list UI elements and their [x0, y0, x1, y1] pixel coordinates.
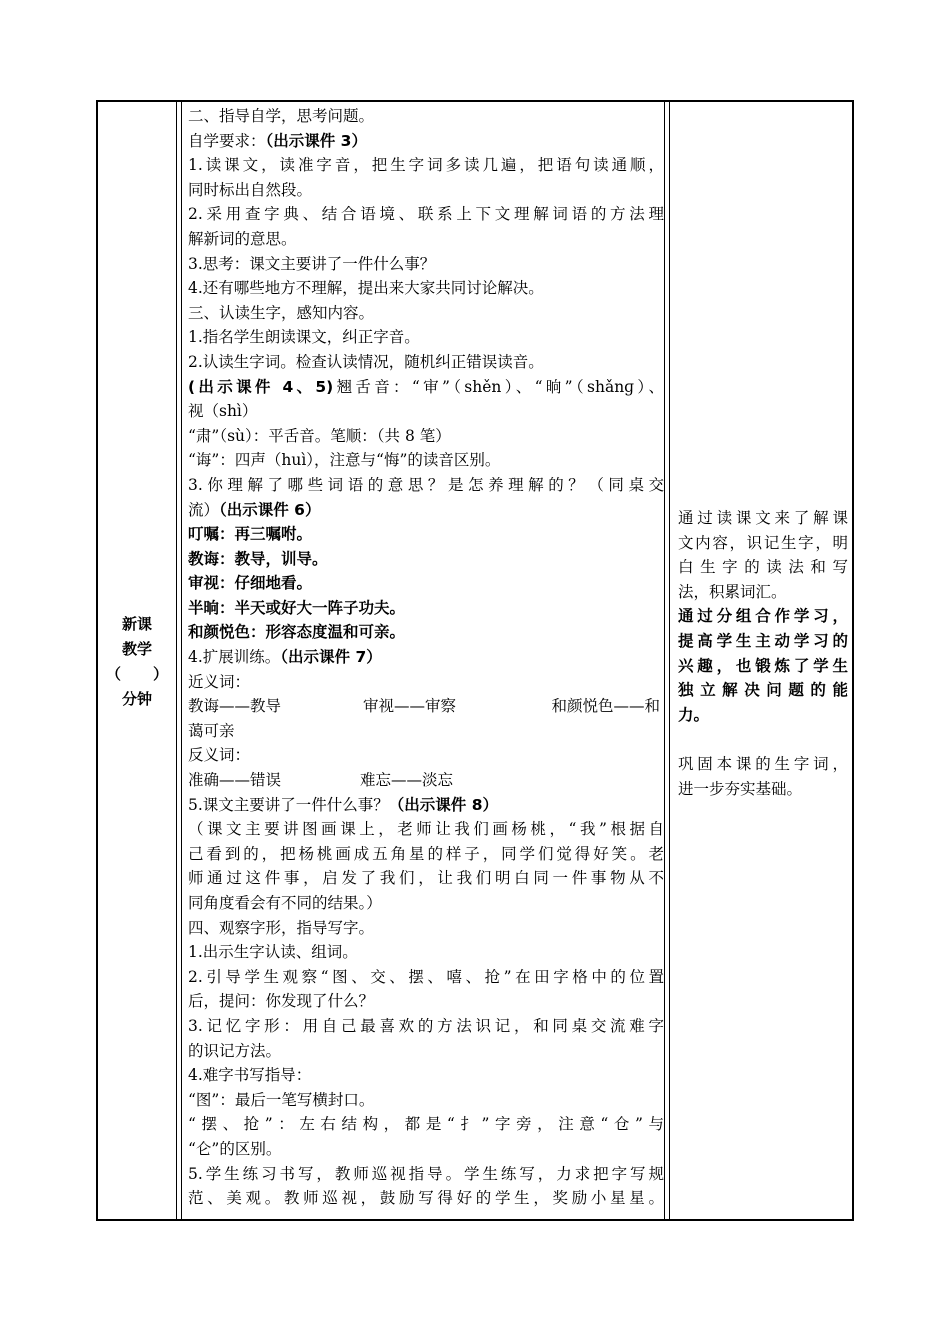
courseware-ref: （出示课件 6）	[219, 500, 321, 519]
note-line: 白生字的读法和写	[678, 558, 848, 577]
vocab-definition: 教诲：教导，训导。	[188, 549, 328, 568]
content-line: 近义词：	[188, 672, 251, 691]
content-line: “图”：最后一笔写横封口。	[188, 1090, 375, 1109]
section-label-line: 分钟	[121, 690, 152, 708]
content-line: 2.认读生字词。检查认读情况，随机纠正错误读音。	[188, 352, 544, 371]
content-line: 范、美观。教师巡视，鼓励写得好的学生，奖励小星星。	[188, 1189, 664, 1208]
design-note	[678, 506, 848, 801]
synonym-pair: 审视——审察	[363, 697, 457, 716]
note-line: 巩固本课的生字词，	[678, 754, 848, 773]
content-line	[188, 129, 664, 154]
text: 流）	[188, 500, 220, 519]
text: 5.课文主要讲了一件什么事？	[188, 795, 389, 814]
note-line: 独立解决问题的能	[678, 681, 848, 700]
content-line: 三、认读生字，感知内容。	[188, 303, 375, 322]
content-line: 蔼可亲	[188, 721, 235, 740]
note-line: 力。	[678, 705, 710, 724]
content-line: 2.采用查字典、结合语境、联系上下文理解词语的方法理	[188, 205, 664, 224]
content-line: 同角度看会有不同的结果。）	[188, 894, 382, 912]
synonym-row	[188, 694, 664, 719]
teaching-content-cell	[181, 102, 665, 1219]
lesson-plan-table	[96, 100, 854, 1221]
content-line: 1.读课文，读准字音，把生字词多读几遍，把语句读通顺，	[188, 156, 664, 175]
vocab-definition: 半晌：半天或好大一阵子功夫。	[188, 598, 406, 617]
content-line: 1.出示生字认读、组词。	[188, 943, 358, 962]
content-line: 2.引导学生观察“图、交、摆、嘻、抢”在田字格中的位置	[188, 967, 664, 986]
courseware-ref: (出示课件 4、5)	[188, 377, 334, 396]
synonym-pair: 教诲——教导	[188, 697, 282, 716]
content-line: 4.难字书写指导：	[188, 1066, 312, 1085]
vocab-definition: 审视：仔细地看。	[188, 574, 313, 593]
content-line: 四、观察字形，指导写字。	[188, 918, 375, 937]
content-line: 反义词：	[188, 746, 251, 765]
antonym-row	[188, 768, 664, 793]
courseware-ref: （出示课件 7）	[280, 648, 382, 667]
note-line: 通过分组合作学习，	[678, 607, 848, 626]
content-line	[188, 793, 664, 818]
design-intent-cell	[669, 102, 852, 1219]
content-line: “摆、抢”：左右结构，都是“扌”字旁，注意“仓”与	[188, 1115, 664, 1134]
note-line: 法，积累词汇。	[678, 582, 787, 601]
vocab-definition: 叮嘱：再三嘱咐。	[188, 525, 313, 544]
text: 翘舌音：“审”（shěn）、“晌”（shǎnɡ）、	[333, 377, 664, 396]
content-line: 4.还有哪些地方不理解，提出来大家共同讨论解决。	[188, 279, 544, 298]
content-line: 3.思考：课文主要讲了一件什么事？	[188, 254, 436, 273]
text: 4.扩展训练。	[188, 648, 281, 667]
vocab-definition: 和颜悦色：形容态度温和可亲。	[188, 623, 406, 642]
text: 自学要求：	[188, 131, 266, 150]
duration-parens	[98, 662, 176, 687]
section-label	[98, 612, 176, 712]
content-line: 视（shì）	[188, 402, 258, 421]
antonym-pair: 难忘——淡忘	[360, 771, 454, 790]
section-label-cell	[98, 102, 177, 1219]
content-line: 3.你理解了哪些词语的意思？是怎养理解的？（同桌交	[188, 475, 664, 494]
paren-close: ）	[152, 665, 168, 683]
note-line: 兴趣，也锻炼了学生	[678, 656, 848, 675]
section-label-line: 新课	[121, 615, 152, 633]
courseware-ref: （出示课件 8）	[388, 795, 498, 814]
note-spacer	[678, 727, 848, 752]
content-line: 己看到的，把杨桃画成五角星的样子，同学们觉得好笑。老	[188, 844, 664, 863]
content-line: 师通过这件事，启发了我们，让我们明白同一件事物从不	[188, 869, 664, 888]
note-line: 通过读课文来了解课	[678, 509, 848, 527]
content-line: 5.学生练习书写，教师巡视指导。学生练写，力求把字写规	[188, 1164, 664, 1183]
note-line: 提高学生主动学习的	[678, 631, 848, 650]
content-line: 1.指名学生朗读课文，纠正字音。	[188, 328, 420, 347]
content-line: 同时标出自然段。	[188, 180, 313, 199]
section-label-line: 教学	[121, 640, 152, 658]
content-line	[188, 498, 664, 523]
note-line: 进一步夯实基础。	[678, 779, 803, 798]
antonym-pair: 准确——错误	[188, 771, 282, 790]
content-line: 二、指导自学，思考问题。	[188, 107, 375, 125]
content-line: 解新词的意思。	[188, 229, 297, 248]
content-line: “肃”（sù）：平舌音。笔顺：（共 8 笔）	[188, 426, 451, 445]
content-line	[188, 375, 664, 400]
content-line	[188, 645, 664, 670]
synonym-pair: 和颜悦色——和	[551, 697, 660, 716]
paren-open: （	[106, 665, 122, 683]
content-line: 3.记忆字形：用自己最喜欢的方法识记，和同桌交流难字	[188, 1016, 664, 1035]
content-line: “仑”的区别。	[188, 1139, 282, 1158]
content-line: 的识记方法。	[188, 1041, 282, 1060]
note-line: 文内容，识记生字，明	[678, 533, 848, 552]
courseware-ref: （出示课件 3）	[265, 131, 367, 150]
content-line: 后，提问：你发现了什么？	[188, 992, 375, 1011]
content-line: （课文主要讲图画课上，老师让我们画杨桃，“我”根据自	[188, 820, 664, 839]
content-line: “诲”：四声（huì），注意与“悔”的读音区别。	[188, 451, 501, 470]
